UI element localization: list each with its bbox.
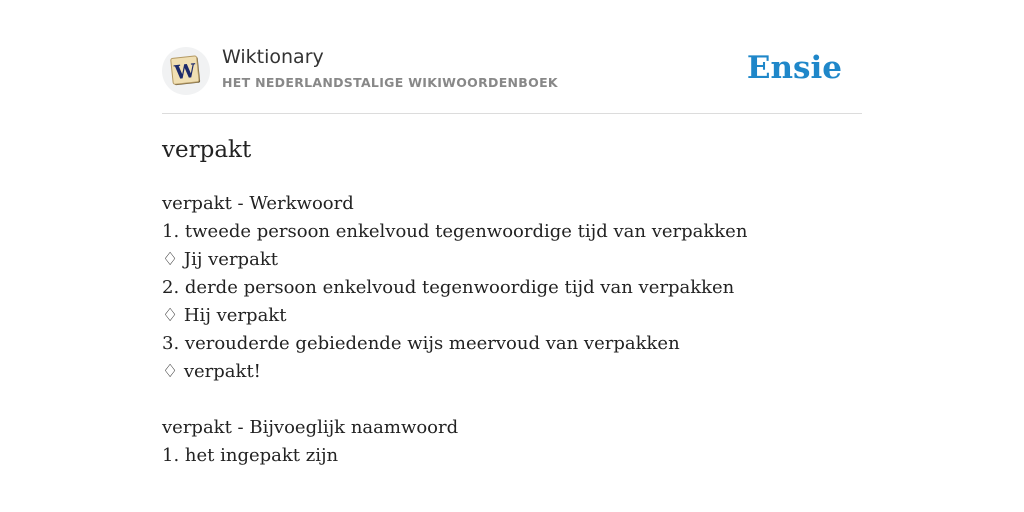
- definition-line: 1. tweede persoon enkelvoud tegenwoordige tijd van verpakken: [162, 221, 748, 242]
- header-divider: [162, 113, 862, 114]
- site-name[interactable]: Wiktionary: [222, 46, 324, 68]
- definition-content: [162, 190, 862, 470]
- wiktionary-logo-icon[interactable]: [162, 47, 210, 95]
- definition-line: 3. verouderde gebiedende wijs meervoud van verpakken: [162, 333, 680, 354]
- svg-text:W: W: [173, 60, 197, 85]
- example-line: ♢ Jij verpakt: [162, 249, 278, 270]
- ensie-brand-link[interactable]: Ensie: [746, 50, 842, 86]
- definition-line: 2. derde persoon enkelvoud tegenwoordige tijd van verpakken: [162, 277, 735, 298]
- page-title: verpakt: [162, 137, 252, 163]
- wiktionary-tile-icon: [169, 54, 203, 88]
- example-line: ♢ verpakt!: [162, 361, 261, 382]
- entry-spacer: [162, 386, 862, 414]
- entry-heading: verpakt - Bijvoeglijk naamwoord: [162, 417, 459, 438]
- site-header: [162, 44, 862, 96]
- site-tagline: HET NEDERLANDSTALIGE WIKIWOORDENBOEK: [222, 75, 558, 90]
- entry-heading: verpakt - Werkwoord: [162, 193, 354, 214]
- definition-line: 1. het ingepakt zijn: [162, 445, 339, 466]
- example-line: ♢ Hij verpakt: [162, 305, 287, 326]
